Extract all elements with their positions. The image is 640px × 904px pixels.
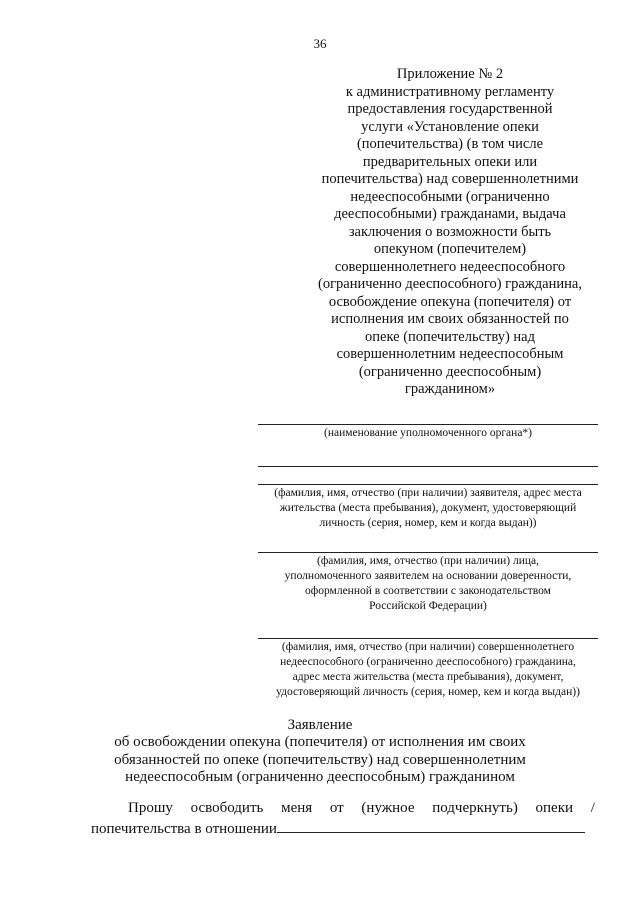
appendix-line: (ограниченно дееспособным) [358, 363, 542, 380]
statement-title: Заявление [287, 717, 353, 733]
request-word: освободить [190, 800, 264, 816]
request-word: (нужное [361, 800, 415, 816]
applicant-underline-2 [258, 484, 598, 485]
ward-underline [258, 638, 598, 639]
appendix-line: совершеннолетним недееспособным [336, 346, 564, 362]
appendix-line: опеке (попечительству) над [365, 328, 535, 345]
appendix-header [300, 66, 600, 399]
appendix-line: к административному регламенту [345, 83, 555, 100]
statement-subtitle [0, 734, 640, 787]
caption-line: уполномоченного заявителем на основании доверенности, [284, 570, 572, 582]
caption-line: (фамилия, имя, отчество (при наличии) заявителя, адрес места [274, 487, 582, 499]
request-word: от [329, 800, 344, 816]
appendix-line: попечительства) над совершеннолетними [321, 171, 579, 187]
appendix-line: заключения о возможности быть [348, 223, 552, 240]
request-word: / [590, 800, 595, 816]
appendix-line: исполнения им своих обязанностей по [331, 311, 569, 327]
ward-caption [258, 640, 598, 700]
appendix-line: (попечительства) (в том числе [356, 136, 544, 152]
request-word: меня [281, 800, 313, 816]
appendix-line: предварительных опеки или [362, 153, 538, 170]
appendix-line: опекуном (попечителем) [373, 241, 527, 257]
request-word: опеки [535, 800, 574, 816]
caption-line: личность (серия, номер, кем и когда выдан)) [319, 517, 537, 529]
request-text: попечительства в отношении [91, 821, 277, 837]
caption-line: Российской Федерации) [369, 600, 487, 612]
request-word: Прошу [128, 800, 173, 816]
applicant-underline-1 [258, 466, 598, 467]
request-line-2 [91, 818, 595, 838]
appendix-line: предоставления государственной [347, 101, 553, 117]
authority-underline [258, 424, 598, 425]
subtitle-line: недееспособным (ограниченно дееспособным) гражданином [125, 769, 515, 785]
representative-underline [258, 552, 598, 553]
appendix-line: освобождение опекуна (попечителя) от [328, 293, 572, 310]
ward-field[interactable] [258, 638, 598, 700]
subtitle-line: обязанностей по опеке (попечительству) над совершеннолетним [114, 751, 526, 768]
ward-name-blank[interactable] [277, 818, 585, 833]
appendix-line: недееспособными (ограниченно [350, 188, 550, 205]
appendix-line: Приложение № 2 [396, 66, 504, 82]
applicant-caption [258, 486, 598, 531]
appendix-line: услуги «Установление опеки [361, 118, 539, 135]
representative-field[interactable] [258, 552, 598, 614]
representative-caption [258, 554, 598, 614]
page-number: 36 [313, 36, 327, 51]
appendix-line: (ограниченно дееспособного) гражданина, [318, 276, 582, 292]
caption-line: оформленной в соответствии с законодательством [305, 585, 551, 597]
appendix-line: дееспособными) гражданами, выдача [334, 206, 566, 222]
subtitle-line: об освобождении опекуна (попечителя) от исполнения им своих [114, 734, 526, 750]
caption-line: (наименование уполномоченного органа*) [323, 427, 533, 439]
request-word: подчеркнуть) [432, 800, 518, 816]
caption-line: адрес места жительства (места пребывания), документ, [292, 671, 564, 683]
caption-line: удостоверяющий личность (серия, номер, кем и когда выдан)) [276, 686, 580, 698]
request-line-1 [91, 800, 595, 817]
appendix-line: гражданином» [404, 381, 496, 397]
caption-line: жительства (места пребывания), документ, удостоверяющий [279, 502, 577, 514]
applicant-field[interactable] [258, 466, 598, 531]
caption-line: (фамилия, имя, отчество (при наличии) лица, [317, 555, 539, 567]
appendix-line: совершеннолетнего недееспособного [334, 258, 566, 275]
caption-line: (фамилия, имя, отчество (при наличии) совершеннолетнего [281, 641, 575, 653]
caption-line: недееспособного (ограниченно дееспособного) гражданина, [280, 656, 576, 668]
authority-caption [258, 426, 598, 441]
authority-field[interactable] [258, 424, 598, 441]
